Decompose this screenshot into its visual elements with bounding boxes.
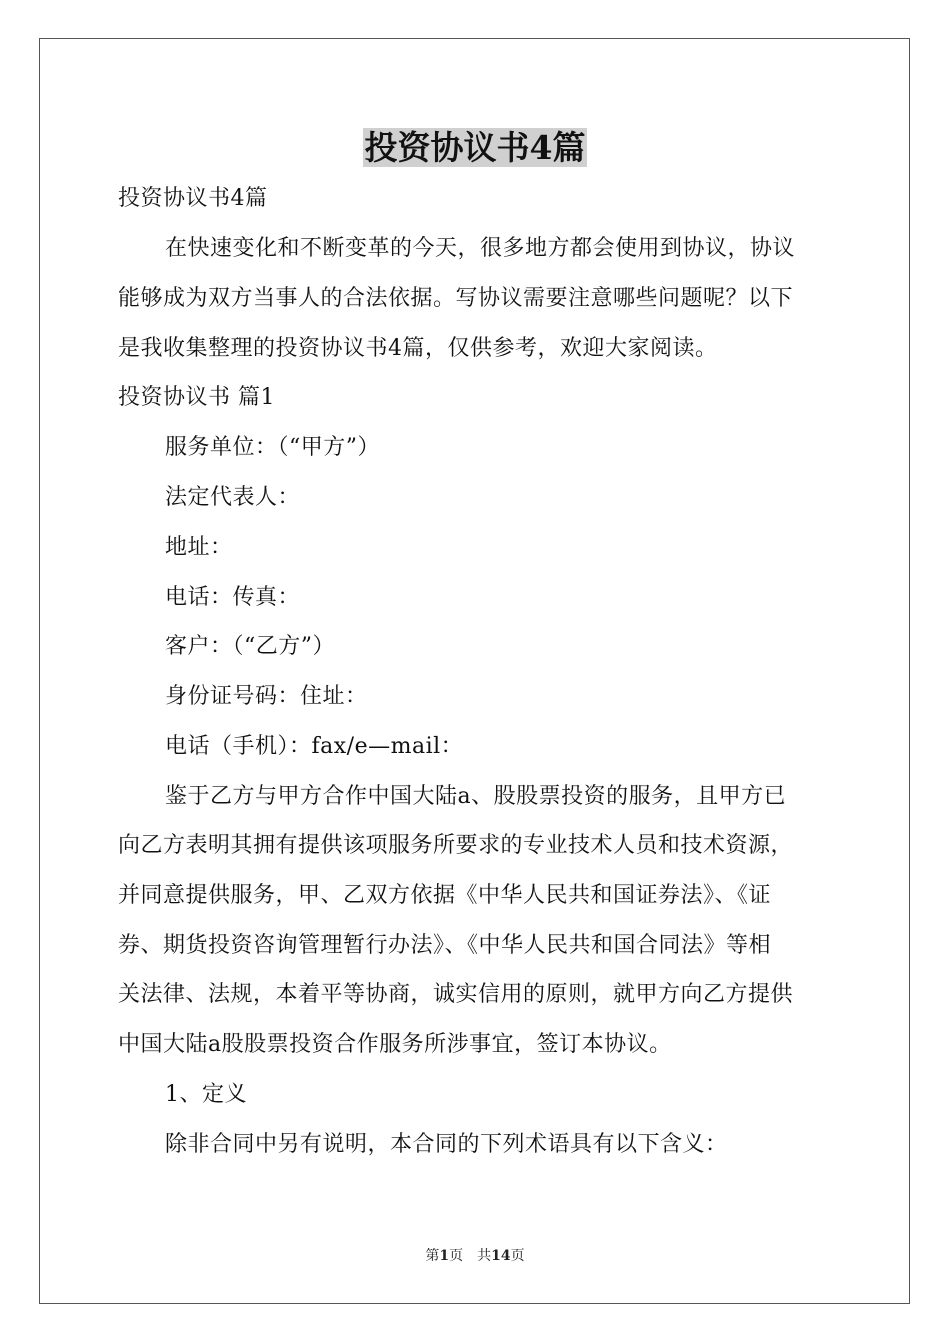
- intro-line-2: 能够成为双方当事人的合法依据。写协议需要注意哪些问题呢？以下: [118, 286, 794, 311]
- body-line-5: 关法律、法规，本着平等协商，诚实信用的原则，就甲方向乙方提供: [118, 982, 794, 1007]
- clause-text: 除非合同中另有说明，本合同的下列术语具有以下含义：: [165, 1132, 728, 1157]
- footer-page-current: 1: [439, 1248, 450, 1264]
- body-line-1: 鉴于乙方与甲方合作中国大陆a、股股票投资的服务，且甲方已: [165, 784, 787, 809]
- field-legal-rep: 法定代表人：: [165, 485, 301, 510]
- body-line-2: 向乙方表明其拥有提供该项服务所要求的专业技术人员和技术资源，: [118, 833, 794, 858]
- body-line-6: 中国大陆a股股票投资合作服务所涉事宜，签订本协议。: [118, 1032, 672, 1057]
- field-mobile-email: 电话（手机）：fax/e—mail：: [165, 734, 464, 759]
- body-line-4: 券、期货投资咨询管理暂行办法》、《中华人民共和国合同法》等相: [118, 933, 772, 958]
- footer-page-prefix: 第: [425, 1248, 440, 1264]
- field-phone-fax: 电话：传真：: [165, 585, 301, 610]
- document-title: [0, 126, 950, 170]
- field-address: 地址：: [165, 535, 233, 560]
- document-title-text: 投资协议书4篇: [364, 128, 586, 167]
- page-footer: [0, 1246, 950, 1266]
- clause-heading: 1、定义: [165, 1082, 247, 1107]
- footer-page-total: 14: [491, 1248, 511, 1264]
- footer-page-suffix: 页: [510, 1248, 525, 1264]
- footer-page-mid: 页 共: [449, 1248, 492, 1264]
- intro-line-3: 是我收集整理的投资协议书4篇，仅供参考，欢迎大家阅读。: [118, 336, 718, 361]
- intro-line-1: 在快速变化和不断变革的今天，很多地方都会使用到协议，协议: [165, 236, 796, 261]
- field-client: 客户：（“乙方”）: [165, 634, 335, 659]
- field-service-unit: 服务单位：（“甲方”）: [165, 435, 380, 460]
- document-subtitle: 投资协议书4篇: [118, 186, 268, 211]
- page-frame: [39, 38, 910, 1304]
- section-heading: 投资协议书 篇1: [118, 385, 275, 410]
- body-line-3: 并同意提供服务，甲、乙双方依据《中华人民共和国证券法》、《证: [118, 883, 772, 908]
- field-id-address: 身份证号码：住址：: [165, 684, 368, 709]
